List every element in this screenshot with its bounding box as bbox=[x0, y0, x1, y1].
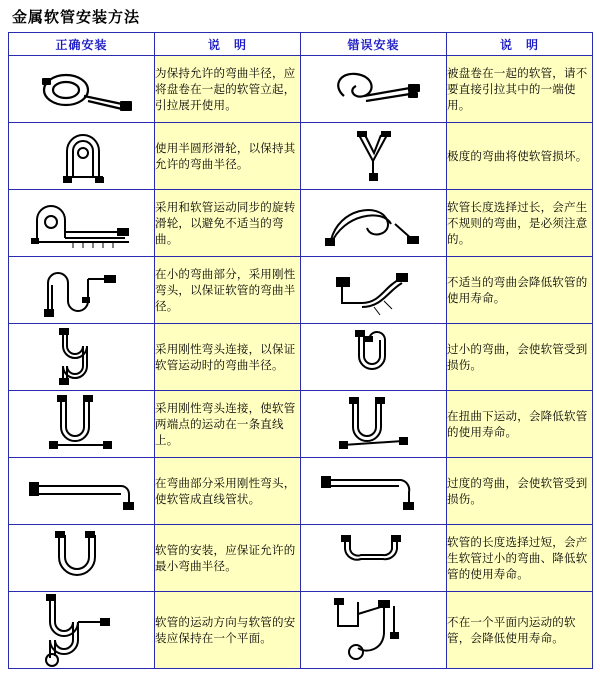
row-correct-description: 在小的弯曲部分，采用刚性弯头，以保证软管的弯曲半径。 bbox=[155, 257, 301, 324]
row-wrong-description: 软管长度选择过长，会产生不规则的弯曲，是必须注意的。 bbox=[447, 190, 593, 257]
row-wrong-description: 在扭曲下运动，会降低软管的使用寿命。 bbox=[447, 391, 593, 458]
too-long-hose-small-bend-icon bbox=[301, 525, 447, 592]
row-wrong-description: 过度的弯曲，会使软管受到损伤。 bbox=[447, 458, 593, 525]
hose-installation-table bbox=[8, 32, 593, 669]
rigid-elbow-small-bend-icon bbox=[9, 257, 155, 324]
rigid-bend-connection-icon bbox=[9, 324, 155, 391]
straight-pipe-elbow-icon bbox=[9, 458, 155, 525]
same-plane-motion-icon bbox=[9, 592, 155, 669]
header-wrong-install: 错误安装 bbox=[301, 33, 447, 56]
table-row bbox=[9, 123, 593, 190]
row-correct-description: 采用刚性弯头连接，使软管两端点的运动在一条直线上。 bbox=[155, 391, 301, 458]
rotating-pulley-track-icon bbox=[9, 190, 155, 257]
too-small-bend-icon bbox=[301, 324, 447, 391]
long-hose-irregular-bend-icon bbox=[301, 190, 447, 257]
row-wrong-description: 不在一个平面内运动的软管，会降低使用寿命。 bbox=[447, 592, 593, 669]
row-wrong-description: 极度的弯曲将使软管损坏。 bbox=[447, 123, 593, 190]
improper-bend-angle-icon bbox=[301, 257, 447, 324]
half-round-pulley-icon bbox=[9, 123, 155, 190]
coiled-hose-pulled-icon bbox=[301, 56, 447, 123]
row-correct-description: 在弯曲部分采用刚性弯头，使软管成直线管状。 bbox=[155, 458, 301, 525]
table-row bbox=[9, 190, 593, 257]
header-correct-desc: 说 明 bbox=[155, 33, 301, 56]
coiled-hose-flat-icon bbox=[9, 56, 155, 123]
sharp-bend-hose-icon bbox=[301, 123, 447, 190]
table-row bbox=[9, 324, 593, 391]
table-row bbox=[9, 525, 593, 592]
row-correct-description: 软管的运动方向与软管的安装应保持在一个平面。 bbox=[155, 592, 301, 669]
twisting-motion-icon bbox=[301, 391, 447, 458]
table-row bbox=[9, 257, 593, 324]
row-correct-description: 使用半圆形滑轮，以保持其允许的弯曲半径。 bbox=[155, 123, 301, 190]
table-header-row bbox=[9, 33, 593, 56]
minimum-bend-radius-icon bbox=[9, 525, 155, 592]
row-correct-description: 采用和软管运动同步的旋转滑轮，以避免不适当的弯曲。 bbox=[155, 190, 301, 257]
table-row bbox=[9, 56, 593, 123]
table-row bbox=[9, 458, 593, 525]
row-wrong-description: 过小的弯曲，会使软管受到损伤。 bbox=[447, 324, 593, 391]
excessive-bend-icon bbox=[301, 458, 447, 525]
table-row bbox=[9, 391, 593, 458]
header-wrong-desc: 说 明 bbox=[447, 33, 593, 56]
two-point-straight-line-icon bbox=[9, 391, 155, 458]
row-correct-description: 采用刚性弯头连接，以保证软管运动时的弯曲半径。 bbox=[155, 324, 301, 391]
page-title: 金属软管安装方法 bbox=[12, 8, 141, 26]
row-wrong-description: 被盘卷在一起的软管，请不要直接引拉其中的一端使用。 bbox=[447, 56, 593, 123]
header-correct-install: 正确安装 bbox=[9, 33, 155, 56]
row-wrong-description: 软管的长度选择过短，会产生软管过小的弯曲、降低软管的使用寿命。 bbox=[447, 525, 593, 592]
table-row bbox=[9, 592, 593, 669]
out-of-plane-motion-icon bbox=[301, 592, 447, 669]
row-correct-description: 为保持允许的弯曲半径，应将盘卷在一起的软管立起，引拉展开使用。 bbox=[155, 56, 301, 123]
row-wrong-description: 不适当的弯曲会降低软管的使用寿命。 bbox=[447, 257, 593, 324]
row-correct-description: 软管的安装，应保证允许的最小弯曲半径。 bbox=[155, 525, 301, 592]
